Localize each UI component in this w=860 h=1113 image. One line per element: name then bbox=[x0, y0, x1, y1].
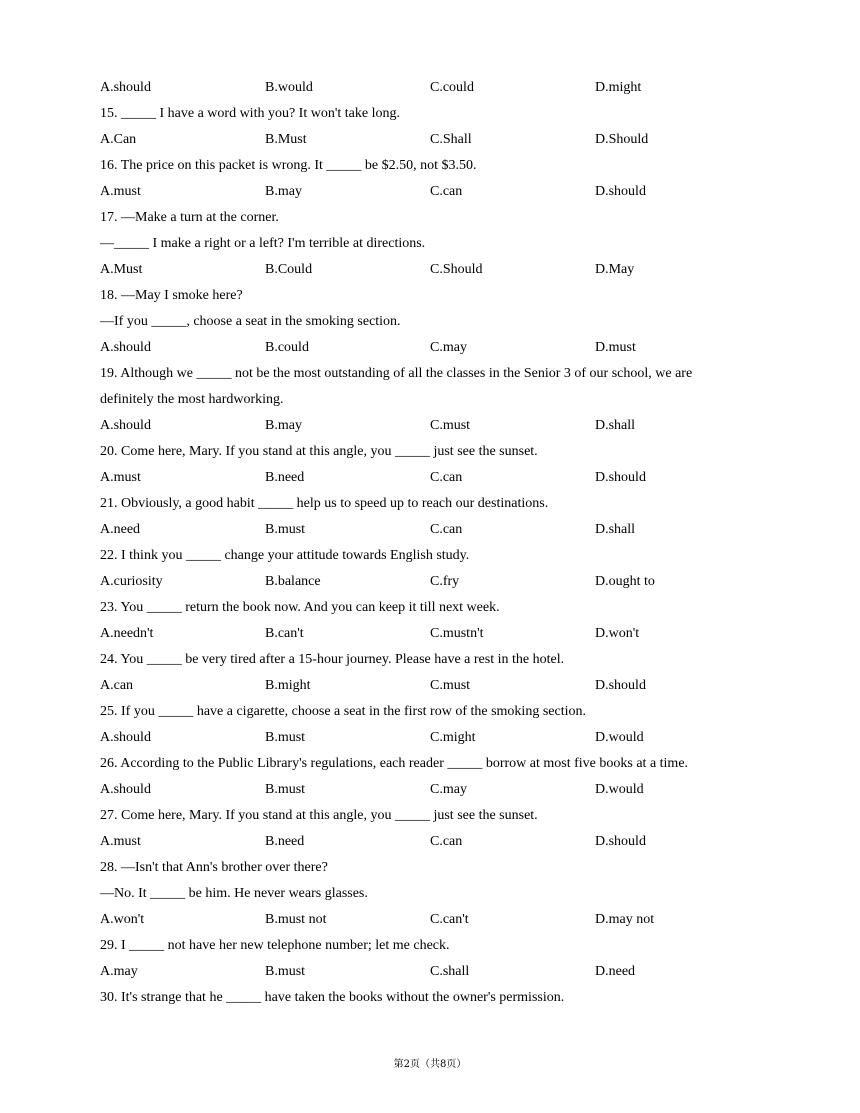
answer-option-b: B.would bbox=[265, 80, 313, 95]
answer-options-row bbox=[100, 729, 740, 746]
answer-option-d: D.should bbox=[595, 184, 646, 199]
question-text: 25. If you _____ have a cigarette, choose a seat in the first row of the smoking section. bbox=[100, 704, 586, 719]
question-text: 16. The price on this packet is wrong. It _____ be $2.50, not $3.50. bbox=[100, 158, 477, 173]
answer-option-b: B.Must bbox=[265, 132, 307, 147]
answer-option-a: A.should bbox=[100, 340, 151, 355]
answer-option-b: B.need bbox=[265, 470, 305, 485]
question-text: 22. I think you _____ change your attitude towards English study. bbox=[100, 548, 470, 563]
answer-option-d: D.shall bbox=[595, 522, 636, 537]
answer-option-c: C.mustn't bbox=[430, 626, 484, 641]
answer-option-c: C.can bbox=[430, 470, 463, 485]
answer-option-b: B.may bbox=[265, 184, 302, 199]
answer-option-a: A.should bbox=[100, 782, 151, 797]
answer-option-d: D.might bbox=[595, 80, 642, 95]
answer-options-row bbox=[100, 417, 740, 434]
answer-option-a: A.should bbox=[100, 730, 151, 745]
answer-options-row bbox=[100, 261, 740, 278]
answer-options-row bbox=[100, 833, 740, 850]
answer-option-c: C.may bbox=[430, 340, 467, 355]
answer-option-a: A.won't bbox=[100, 912, 145, 927]
question-text: 23. You _____ return the book now. And you can keep it till next week. bbox=[100, 600, 500, 615]
answer-option-d: D.should bbox=[595, 834, 646, 849]
answer-option-d: D.won't bbox=[595, 626, 640, 641]
answer-option-a: A.curiosity bbox=[100, 574, 163, 589]
answer-option-b: B.can't bbox=[265, 626, 304, 641]
answer-options-row bbox=[100, 625, 740, 642]
answer-option-a: A.must bbox=[100, 834, 141, 849]
answer-option-d: D.need bbox=[595, 964, 636, 979]
answer-option-c: C.can bbox=[430, 522, 463, 537]
answer-options bbox=[100, 521, 740, 538]
answer-options bbox=[100, 625, 740, 642]
answer-option-b: B.must bbox=[265, 522, 306, 537]
question-list bbox=[100, 79, 740, 1015]
question-text: 26. According to the Public Library's regulations, each reader _____ borrow at most five books at a time. bbox=[100, 756, 689, 771]
question-text: 18. —May I smoke here? bbox=[100, 288, 243, 303]
answer-options bbox=[100, 417, 740, 434]
answer-option-c: C.may bbox=[430, 782, 467, 797]
answer-option-b: B.must bbox=[265, 782, 306, 797]
question-text: definitely the most hardworking. bbox=[100, 392, 284, 407]
answer-options-row bbox=[100, 469, 740, 486]
answer-option-a: A.may bbox=[100, 964, 138, 979]
question-text: 15. _____ I have a word with you? It won't take long. bbox=[100, 106, 400, 121]
answer-option-d: D.should bbox=[595, 470, 646, 485]
answer-option-d: D.may not bbox=[595, 912, 655, 927]
answer-option-c: C.shall bbox=[430, 964, 470, 979]
answer-option-c: C.must bbox=[430, 418, 471, 433]
question-text: 21. Obviously, a good habit _____ help us to speed up to reach our destinations. bbox=[100, 496, 549, 511]
answer-option-c: C.fry bbox=[430, 574, 460, 589]
answer-options-row bbox=[100, 781, 740, 798]
answer-option-d: D.must bbox=[595, 340, 636, 355]
question-text: 27. Come here, Mary. If you stand at this angle, you _____ just see the sunset. bbox=[100, 808, 538, 823]
answer-options bbox=[100, 131, 740, 148]
question-text: —If you _____, choose a seat in the smoking section. bbox=[100, 314, 401, 329]
answer-option-b: B.must bbox=[265, 730, 306, 745]
answer-option-b: B.could bbox=[265, 340, 309, 355]
answer-options bbox=[100, 677, 740, 694]
answer-option-b: B.must not bbox=[265, 912, 327, 927]
answer-option-d: D.would bbox=[595, 782, 644, 797]
question-text: 30. It's strange that he _____ have taken the books without the owner's permission. bbox=[100, 990, 565, 1005]
answer-option-a: A.must bbox=[100, 184, 141, 199]
answer-option-b: B.must bbox=[265, 964, 306, 979]
answer-options-row bbox=[100, 521, 740, 538]
answer-option-d: D.shall bbox=[595, 418, 636, 433]
answer-option-c: C.can bbox=[430, 834, 463, 849]
answer-options-row bbox=[100, 677, 740, 694]
answer-option-d: D.ought to bbox=[595, 574, 655, 589]
answer-option-a: A.must bbox=[100, 470, 141, 485]
answer-options-row bbox=[100, 79, 740, 96]
answer-options bbox=[100, 183, 740, 200]
answer-option-b: B.Could bbox=[265, 262, 313, 277]
question-text: 28. —Isn't that Ann's brother over there? bbox=[100, 860, 328, 875]
answer-options bbox=[100, 833, 740, 850]
answer-option-c: C.could bbox=[430, 80, 474, 95]
answer-options-row bbox=[100, 963, 740, 980]
answer-options bbox=[100, 781, 740, 798]
answer-options bbox=[100, 469, 740, 486]
answer-option-c: C.can't bbox=[430, 912, 469, 927]
answer-option-b: B.need bbox=[265, 834, 305, 849]
answer-option-a: A.need bbox=[100, 522, 141, 537]
answer-option-a: A.Must bbox=[100, 262, 143, 277]
answer-option-c: C.Should bbox=[430, 262, 483, 277]
question-text: 24. You _____ be very tired after a 15-hour journey. Please have a rest in the hotel. bbox=[100, 652, 565, 667]
answer-options bbox=[100, 729, 740, 746]
answer-option-d: D.should bbox=[595, 678, 646, 693]
answer-option-a: A.should bbox=[100, 418, 151, 433]
answer-option-d: D.May bbox=[595, 262, 635, 277]
answer-option-b: B.might bbox=[265, 678, 311, 693]
page-footer: 第2页（共8页） bbox=[393, 1059, 467, 1070]
question-text: 20. Come here, Mary. If you stand at this angle, you _____ just see the sunset. bbox=[100, 444, 538, 459]
answer-options-row bbox=[100, 339, 740, 356]
answer-options-row bbox=[100, 573, 740, 590]
answer-option-b: B.balance bbox=[265, 574, 321, 589]
answer-option-a: A.needn't bbox=[100, 626, 154, 641]
question-text: 19. Although we _____ not be the most outstanding of all the classes in the Senior 3 of our school, we are bbox=[100, 366, 693, 381]
answer-options bbox=[100, 79, 740, 96]
question-text: —No. It _____ be him. He never wears glasses. bbox=[100, 886, 368, 901]
answer-option-d: D.Should bbox=[595, 132, 649, 147]
answer-options bbox=[100, 261, 740, 278]
question-text: —_____ I make a right or a left? I'm terrible at directions. bbox=[100, 236, 426, 251]
answer-option-a: A.should bbox=[100, 80, 151, 95]
answer-option-c: C.Shall bbox=[430, 132, 472, 147]
answer-option-a: A.Can bbox=[100, 132, 137, 147]
answer-option-c: C.must bbox=[430, 678, 471, 693]
question-text: 17. —Make a turn at the corner. bbox=[100, 210, 279, 225]
answer-options bbox=[100, 963, 740, 980]
answer-options-row bbox=[100, 183, 740, 200]
question-text: 29. I _____ not have her new telephone number; let me check. bbox=[100, 938, 450, 953]
answer-option-d: D.would bbox=[595, 730, 644, 745]
answer-options-row bbox=[100, 131, 740, 148]
answer-options-row bbox=[100, 911, 740, 928]
answer-option-a: A.can bbox=[100, 678, 134, 693]
answer-options bbox=[100, 339, 740, 356]
answer-options bbox=[100, 911, 740, 928]
answer-option-c: C.can bbox=[430, 184, 463, 199]
answer-options bbox=[100, 573, 740, 590]
answer-option-b: B.may bbox=[265, 418, 302, 433]
answer-option-c: C.might bbox=[430, 730, 476, 745]
